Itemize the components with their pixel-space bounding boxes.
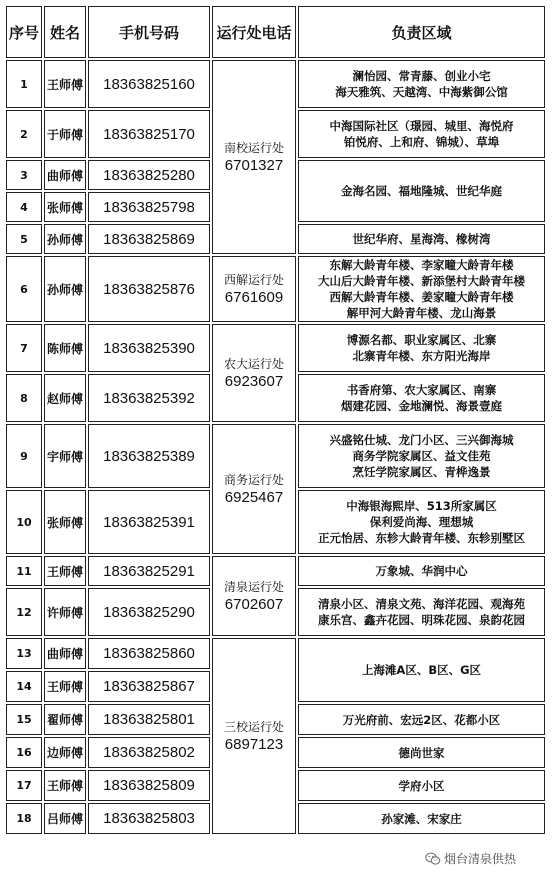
area-line: 东解大龄青年楼、李家疃大龄青年楼 [329, 258, 514, 272]
station-tel: 6923607 [224, 373, 284, 390]
area-cell [298, 770, 545, 801]
area-line: 清泉小区、清泉文苑、海洋花园、观海苑 [318, 597, 525, 611]
header-row [6, 6, 545, 58]
area-cell [298, 490, 545, 554]
row-no: 17 [6, 770, 42, 801]
row-name: 曲师傅 [44, 160, 86, 190]
area-cell [298, 638, 545, 702]
area-cell [298, 424, 545, 488]
area-line: 书香府第、农大家属区、南寨 [346, 383, 497, 397]
area-cell [298, 556, 545, 586]
row-phone: 18363825389 [88, 424, 210, 488]
area-cell [298, 110, 545, 158]
header-station: 运行处电话 [212, 6, 296, 58]
station-name: 农大运行处 [223, 357, 284, 371]
row-name: 张师傅 [44, 490, 86, 554]
row-name: 王师傅 [44, 556, 86, 586]
area-cell [298, 704, 545, 735]
area-line: 博源名都、职业家属区、北寨 [346, 333, 497, 347]
row-no: 7 [6, 324, 42, 372]
row-phone: 18363825390 [88, 324, 210, 372]
table-row [6, 556, 545, 586]
area-line: 解甲河大龄青年楼、龙山海景 [346, 306, 497, 320]
row-phone: 18363825802 [88, 737, 210, 768]
row-name: 王师傅 [44, 770, 86, 801]
row-phone: 18363825160 [88, 60, 210, 108]
station-name: 三校运行处 [223, 720, 284, 734]
wechat-icon [425, 852, 441, 866]
row-phone: 18363825860 [88, 638, 210, 669]
station-tel: 6701327 [224, 157, 284, 174]
row-no: 5 [6, 224, 42, 254]
row-name: 许师傅 [44, 588, 86, 636]
row-name: 宇师傅 [44, 424, 86, 488]
area-line: 康乐宫、鑫卉花园、明珠花园、泉韵花园 [318, 613, 525, 627]
row-no: 2 [6, 110, 42, 158]
station-tel: 6897123 [224, 736, 284, 753]
station-cell [212, 556, 296, 636]
area-line: 商务学院家属区、益文佳苑 [352, 449, 491, 463]
row-phone: 18363825280 [88, 160, 210, 190]
station-tel: 6702607 [224, 596, 284, 613]
station-cell [212, 256, 296, 322]
area-line: 中海银海熙岸、513所家属区 [346, 499, 497, 513]
row-no: 3 [6, 160, 42, 190]
row-name: 张师傅 [44, 192, 86, 222]
row-phone: 18363825798 [88, 192, 210, 222]
area-line: 北寨青年楼、东方阳光海岸 [352, 349, 491, 363]
row-name: 孙师傅 [44, 224, 86, 254]
area-cell [298, 588, 545, 636]
station-name: 西解运行处 [223, 273, 284, 287]
area-line: 孙家滩、宋家庄 [381, 811, 462, 826]
row-phone: 18363825867 [88, 671, 210, 702]
station-tel: 6925467 [224, 489, 284, 506]
header-no: 序号 [6, 6, 42, 58]
area-line: 大山后大龄青年楼、新添堡村大龄青年楼 [318, 274, 525, 288]
row-no: 10 [6, 490, 42, 554]
row-no: 12 [6, 588, 42, 636]
watermark [425, 850, 516, 867]
row-no: 18 [6, 803, 42, 834]
watermark-text: 烟台清泉供热 [444, 852, 517, 866]
row-no: 8 [6, 374, 42, 422]
station-name: 商务运行处 [223, 473, 284, 487]
row-phone: 18363825803 [88, 803, 210, 834]
area-line: 烟建花园、金地澜悦、海景壹庭 [341, 399, 502, 413]
row-name: 于师傅 [44, 110, 86, 158]
row-name: 翟师傅 [44, 704, 86, 735]
table-row [6, 424, 545, 488]
row-name: 赵师傅 [44, 374, 86, 422]
row-no: 6 [6, 256, 42, 322]
row-no: 14 [6, 671, 42, 702]
row-name: 王师傅 [44, 671, 86, 702]
row-no: 4 [6, 192, 42, 222]
row-name: 王师傅 [44, 60, 86, 108]
area-line: 铂悦府、上和府、锦城）、草埠 [343, 135, 500, 149]
row-no: 11 [6, 556, 42, 586]
area-line: 兴盛铭仕城、龙门小区、三兴御海城 [329, 433, 514, 447]
area-line: 学府小区 [398, 778, 445, 793]
row-phone: 18363825391 [88, 490, 210, 554]
station-name: 清泉运行处 [223, 580, 284, 594]
area-cell [298, 256, 545, 322]
area-line: 正元怡居、东轸大龄青年楼、东轸别墅区 [318, 531, 525, 545]
station-name: 南校运行处 [223, 141, 284, 155]
area-line: 上海滩A区、B区、G区 [361, 663, 482, 677]
row-name: 陈师傅 [44, 324, 86, 372]
row-phone: 18363825392 [88, 374, 210, 422]
area-line: 世纪华府、星海湾、橡树湾 [352, 232, 491, 246]
area-cell [298, 324, 545, 372]
area-line: 金海名园、福地隆城、世纪华庭 [341, 184, 502, 198]
header-name: 姓名 [44, 6, 86, 58]
row-no: 1 [6, 60, 42, 108]
header-phone: 手机号码 [88, 6, 210, 58]
station-cell [212, 324, 296, 422]
header-area: 负责区域 [298, 6, 545, 58]
row-name: 曲师傅 [44, 638, 86, 669]
area-line: 德尚世家 [398, 745, 445, 760]
station-cell [212, 638, 296, 834]
row-phone: 18363825291 [88, 556, 210, 586]
row-name: 吕师傅 [44, 803, 86, 834]
area-cell [298, 803, 545, 834]
area-line: 中海国际社区（璟园、城里、海悦府 [329, 119, 514, 133]
area-cell [298, 737, 545, 768]
table-row [6, 60, 545, 108]
row-phone: 18363825801 [88, 704, 210, 735]
station-cell [212, 60, 296, 254]
row-no: 13 [6, 638, 42, 669]
area-cell [298, 224, 545, 254]
row-no: 15 [6, 704, 42, 735]
area-line: 澜怡园、常青藤、创业小宅 [352, 69, 491, 83]
table-row [6, 324, 545, 372]
area-line: 万象城、华润中心 [375, 564, 468, 578]
area-cell [298, 374, 545, 422]
row-name: 边师傅 [44, 737, 86, 768]
row-phone: 18363825809 [88, 770, 210, 801]
row-no: 16 [6, 737, 42, 768]
area-line: 保利爱尚海、理想城 [369, 515, 474, 529]
area-line: 海天雅筑、天越湾、中海紫御公馆 [335, 85, 508, 99]
area-cell [298, 60, 545, 108]
row-phone: 18363825290 [88, 588, 210, 636]
row-no: 9 [6, 424, 42, 488]
area-line: 烹饪学院家属区、青桦逸景 [352, 465, 491, 479]
station-cell [212, 424, 296, 554]
row-phone: 18363825869 [88, 224, 210, 254]
table-row [6, 638, 545, 669]
heating-contact-table [4, 4, 547, 836]
area-line: 西解大龄青年楼、姜家疃大龄青年楼 [329, 290, 514, 304]
row-phone: 18363825876 [88, 256, 210, 322]
area-line: 万光府前、宏远2区、花都小区 [342, 712, 501, 727]
row-phone: 18363825170 [88, 110, 210, 158]
table-row [6, 256, 545, 322]
area-cell [298, 160, 545, 222]
station-tel: 6761609 [224, 289, 284, 306]
row-name: 孙师傅 [44, 256, 86, 322]
